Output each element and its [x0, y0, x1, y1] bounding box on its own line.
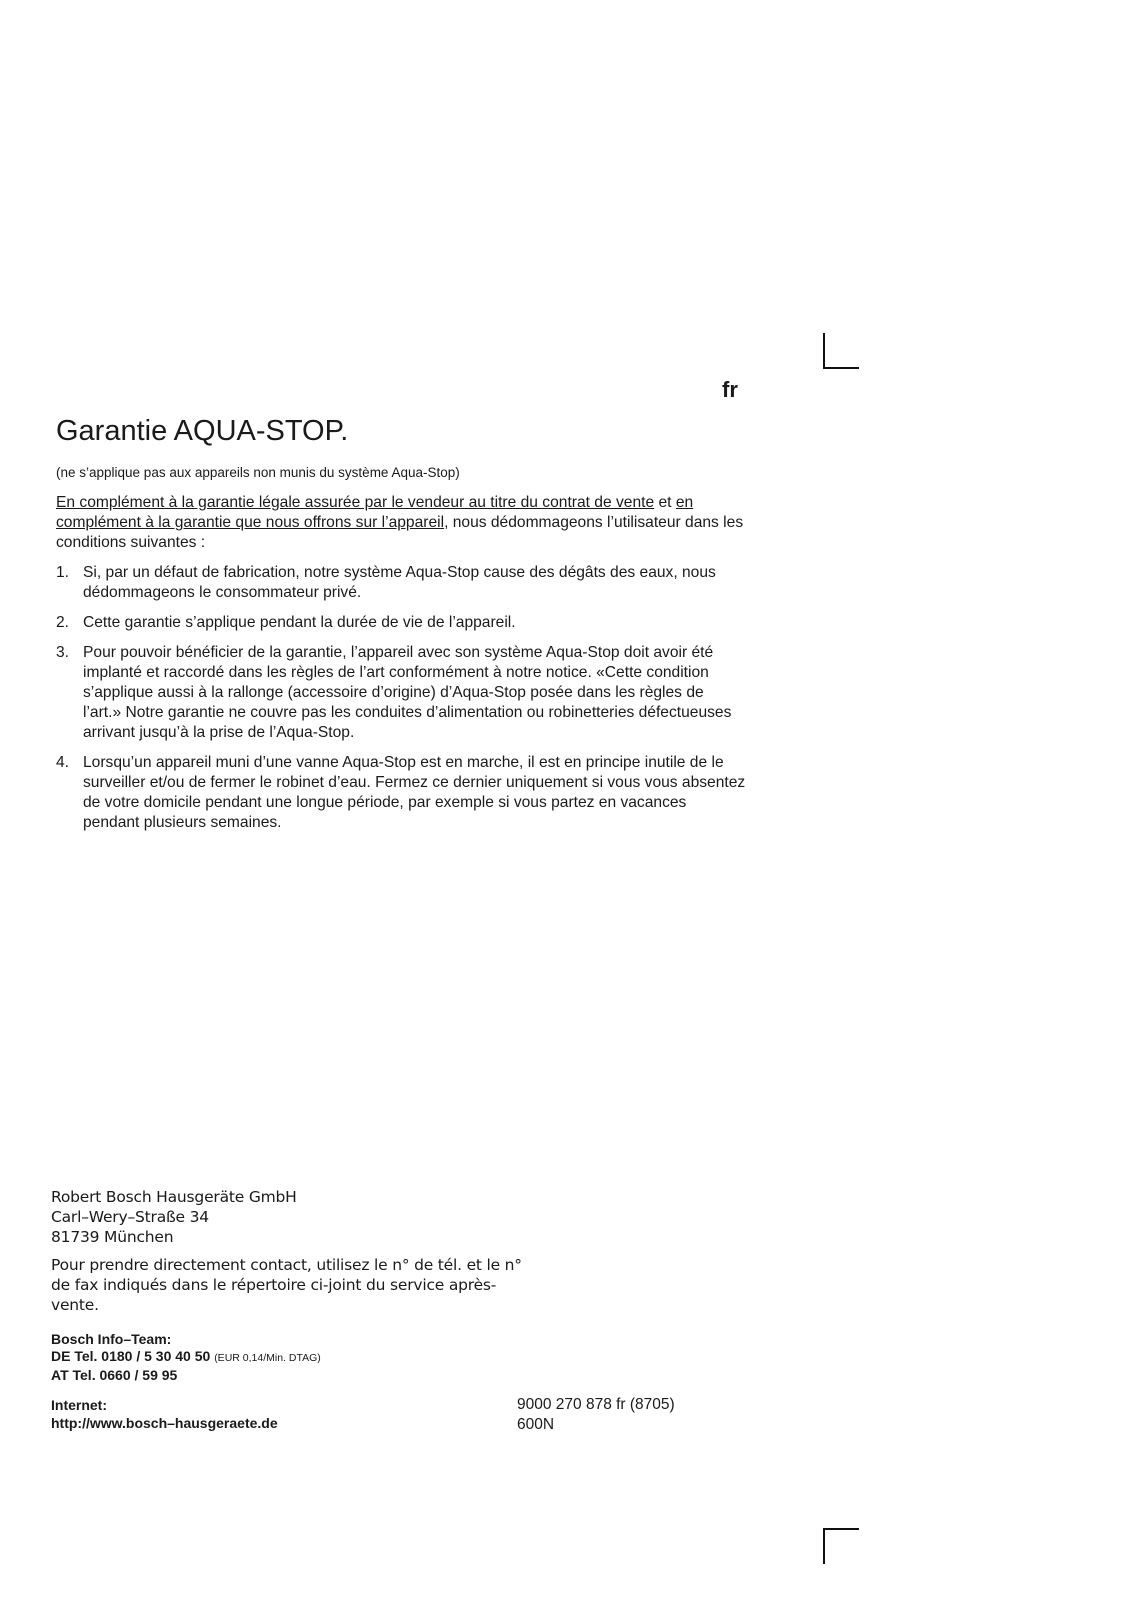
language-code: fr [722, 377, 738, 402]
info-team-de [51, 1348, 321, 1367]
intro-connector: et [654, 494, 676, 511]
list-item [56, 613, 746, 633]
list-item-number: 3. [56, 644, 70, 661]
list-item [56, 753, 746, 833]
internet-url[interactable]: http://www.bosch–hausgeraete.de [51, 1415, 278, 1431]
list-item [56, 563, 746, 603]
info-team [51, 1331, 321, 1384]
company-city: 81739 München [51, 1228, 174, 1246]
info-team-heading: Bosch Info–Team: [51, 1331, 172, 1347]
crop-mark-bottom [823, 1528, 859, 1564]
list-item-number: 2. [56, 614, 70, 631]
de-phone: DE Tel. 0180 / 5 30 40 50 [51, 1348, 211, 1364]
intro-paragraph [56, 493, 746, 553]
list-item-number: 4. [56, 754, 70, 771]
list-item-text: Pour pouvoir bénéficier de la garantie, l’appareil avec son système Aqua-Stop doit avoir été implanté et raccordé dans les règles de l’art conformément à notre notice. «Cette condition s’applique aussi à la rallonge (accessoire d’origine) d’Aqua-Stop posée dans les règles de l’art.» Notre garantie ne couvre pas les conduites d’alimentation ou robinetteries défectueuses arrivant jusqu’à la prise de l’Aqua-Stop. [83, 644, 732, 741]
crop-mark-top [823, 333, 859, 369]
document-number-line-1: 9000 270 878 fr (8705) [517, 1396, 675, 1413]
applicability-note: (ne s’applique pas aux appareils non munis du système Aqua-Stop) [56, 465, 460, 480]
list-item-text: Lorsqu’un appareil muni d’une vanne Aqua-Stop est en marche, il est en principe inutile de le surveiller et/ou de fermer le robinet d’eau. Fermez ce dernier uniquement si vous vous absentez de votre domicile pendant une longue période, par exemple si vous partez en vacances pendant plusieurs semaines. [83, 754, 746, 831]
company-street: Carl–Wery–Straße 34 [51, 1208, 209, 1226]
company-address [51, 1187, 531, 1247]
contact-note: Pour prendre directement contact, utilisez le n° de tél. et le n° de fax indiqués dans le répertoire ci-joint du service après-vente. [51, 1256, 522, 1314]
document-number-line-2: 600N [517, 1416, 555, 1433]
de-rate: (EUR 0,14/Min. DTAG) [214, 1352, 321, 1364]
company-name: Robert Bosch Hausgeräte GmbH [51, 1188, 297, 1206]
list-item [56, 643, 746, 743]
list-item-text: Si, par un défaut de fabrication, notre système Aqua-Stop cause des dégâts des eaux, nous dédommageons le consommateur privé. [83, 564, 716, 601]
list-item-text: Cette garantie s’applique pendant la durée de vie de l’appareil. [83, 614, 516, 631]
intro-tail: , nous dédommageons l’utilisateur dans les conditions suivantes : [56, 514, 744, 551]
page-title: Garantie AQUA-STOP. [56, 415, 349, 447]
document-number [517, 1395, 675, 1435]
conditions-list [56, 563, 746, 843]
internet-label: Internet: [51, 1397, 107, 1413]
internet-block [51, 1396, 278, 1432]
list-item-number: 1. [56, 564, 70, 581]
intro-underlined-2: en complément à la garantie que nous offrons sur l’appareil [56, 494, 694, 531]
intro-underlined-1: En complément à la garantie légale assurée par le vendeur au titre du contrat de vente [56, 494, 655, 511]
at-phone: AT Tel. 0660 / 59 95 [51, 1367, 178, 1383]
